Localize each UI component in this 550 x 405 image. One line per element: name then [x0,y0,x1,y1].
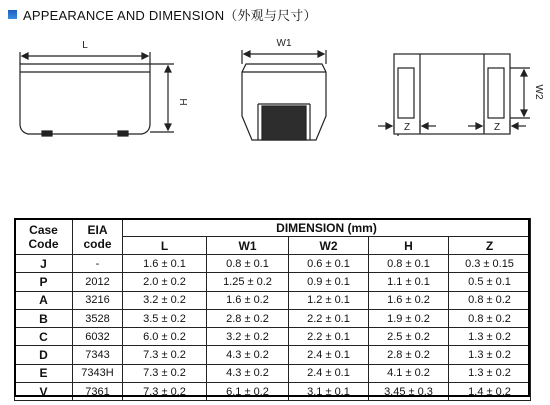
l-cell: 6.0 ± 0.2 [123,328,207,346]
label-z-right: Z [493,122,501,133]
bottom-view-drawing [378,54,530,136]
l-cell: 1.6 ± 0.1 [123,255,207,273]
case-code-cell: V [15,383,73,401]
label-w2: W2 [533,84,544,100]
w1-cell: 1.25 ± 0.2 [207,273,289,291]
table-row [15,383,531,401]
column-header-l: L [123,237,207,255]
z-cell: 0.5 ± 0.1 [449,273,531,291]
z-cell: 0.8 ± 0.2 [449,291,531,309]
eia-code-cell: 2012 [73,273,123,291]
h-cell: 0.8 ± 0.1 [369,255,449,273]
l-cell: 7.3 ± 0.2 [123,364,207,382]
case-code-header: Case Code [15,219,73,255]
z-cell: 0.8 ± 0.2 [449,309,531,327]
section-title: APPEARANCE AND DIMENSION（外观与尺寸） [23,7,317,23]
case-code-cell: C [15,328,73,346]
eia-code-header: EIA code [73,219,123,255]
dimension-table [14,218,531,401]
front-view-drawing [242,50,326,140]
column-header-h: H [369,237,449,255]
h-cell: 1.6 ± 0.2 [369,291,449,309]
h-cell: 4.1 ± 0.2 [369,364,449,382]
z-cell: 1.3 ± 0.2 [449,364,531,382]
l-cell: 7.3 ± 0.2 [123,383,207,401]
eia-code-cell: 7343 [73,346,123,364]
w2-cell: 0.9 ± 0.1 [289,273,369,291]
w1-cell: 4.3 ± 0.2 [207,346,289,364]
case-code-cell: P [15,273,73,291]
h-cell: 1.9 ± 0.2 [369,309,449,327]
eia-code-cell: 7343H [73,364,123,382]
z-cell: 1.3 ± 0.2 [449,328,531,346]
table-row [15,364,531,382]
case-code-cell: D [15,346,73,364]
w2-cell: 2.4 ± 0.1 [289,346,369,364]
eia-code-cell: 6032 [73,328,123,346]
dimension-drawings-svg [0,24,550,200]
w2-cell: 2.2 ± 0.1 [289,328,369,346]
z-cell: 0.3 ± 0.15 [449,255,531,273]
table-row [15,291,531,309]
w2-cell: 1.2 ± 0.1 [289,291,369,309]
z-cell: 1.4 ± 0.2 [449,383,531,401]
w2-cell: 2.2 ± 0.1 [289,309,369,327]
eia-code-cell: - [73,255,123,273]
table-row [15,328,531,346]
label-l: L [82,40,88,51]
case-code-cell: A [15,291,73,309]
eia-code-cell: 3216 [73,291,123,309]
case-code-cell: E [15,364,73,382]
column-header-w1: W1 [207,237,289,255]
eia-code-cell: 7361 [73,383,123,401]
l-cell: 3.5 ± 0.2 [123,309,207,327]
column-header-z: Z [449,237,531,255]
table-row [15,346,531,364]
appearance-drawings [0,24,550,200]
h-cell: 2.8 ± 0.2 [369,346,449,364]
side-view-drawing [20,52,174,136]
blue-square-bullet-icon [8,10,17,19]
case-code-cell: B [15,309,73,327]
w1-cell: 4.3 ± 0.2 [207,364,289,382]
table-row [15,255,531,273]
w2-cell: 2.4 ± 0.1 [289,364,369,382]
w1-cell: 6.1 ± 0.2 [207,383,289,401]
w2-cell: 0.6 ± 0.1 [289,255,369,273]
label-z-left: Z [403,122,411,133]
column-header-w2: W2 [289,237,369,255]
h-cell: 2.5 ± 0.2 [369,328,449,346]
h-cell: 1.1 ± 0.1 [369,273,449,291]
dimension-header: DIMENSION (mm) [123,219,531,237]
eia-code-cell: 3528 [73,309,123,327]
label-h: H [177,98,188,106]
table-row [15,309,531,327]
z-cell: 1.3 ± 0.2 [449,346,531,364]
w2-cell: 3.1 ± 0.1 [289,383,369,401]
l-cell: 7.3 ± 0.2 [123,346,207,364]
w1-cell: 1.6 ± 0.2 [207,291,289,309]
table-row [15,273,531,291]
w1-cell: 2.8 ± 0.2 [207,309,289,327]
label-w1: W1 [276,38,292,49]
l-cell: 3.2 ± 0.2 [123,291,207,309]
w1-cell: 0.8 ± 0.1 [207,255,289,273]
case-code-cell: J [15,255,73,273]
l-cell: 2.0 ± 0.2 [123,273,207,291]
section-header [8,4,317,24]
h-cell: 3.45 ± 0.3 [369,383,449,401]
w1-cell: 3.2 ± 0.2 [207,328,289,346]
